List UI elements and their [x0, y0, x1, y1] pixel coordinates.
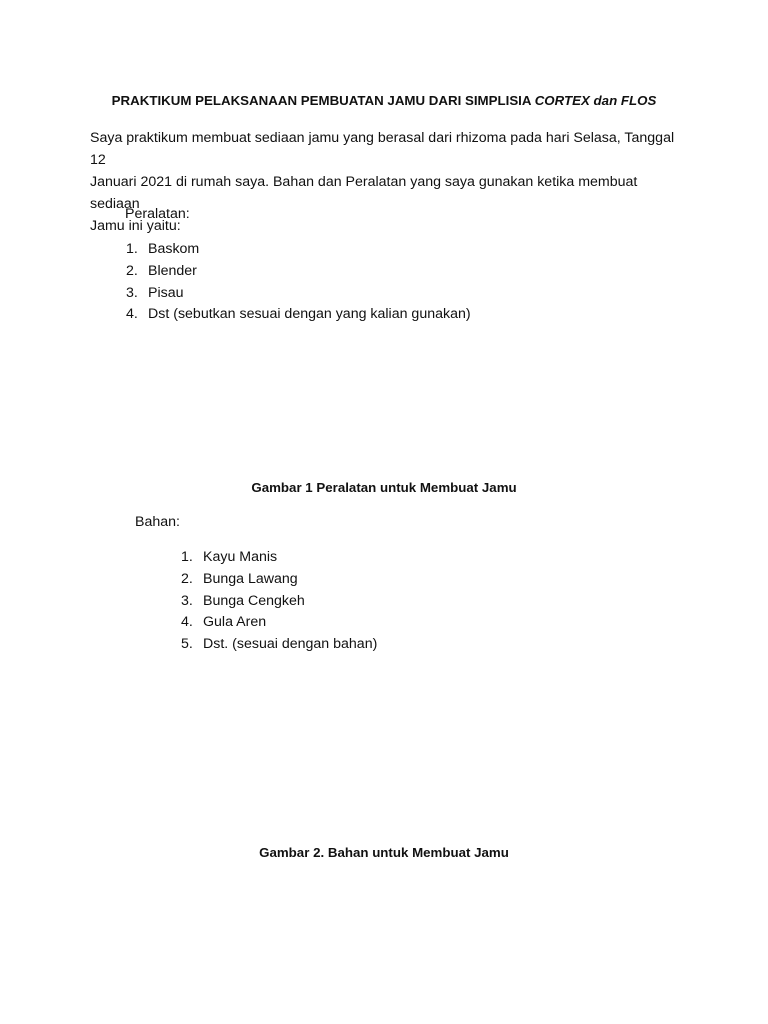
list-text: Blender	[148, 262, 197, 279]
list-number: 2.	[181, 570, 193, 587]
list-item	[181, 612, 377, 634]
list-item	[126, 261, 471, 283]
title-italic: CORTEX dan FLOS	[534, 93, 657, 108]
list-text: Kayu Manis	[203, 549, 278, 565]
list-item	[126, 283, 471, 305]
intro-line-2: Januari 2021 di rumah saya. Bahan dan Peralatan yang saya gunakan ketika membuat sediaan	[90, 174, 638, 212]
list-number: 2.	[126, 262, 138, 279]
list-item	[181, 569, 377, 591]
list-number: 1.	[126, 241, 138, 257]
list-item	[181, 591, 377, 613]
list-number: 1.	[181, 549, 193, 565]
peralatan-list	[126, 239, 471, 326]
intro-line-1: Saya praktikum membuat sediaan jamu yang berasal dari rhizoma pada hari Selasa, Tanggal 12	[90, 130, 675, 168]
document-title	[0, 93, 768, 108]
bahan-label: Bahan:	[135, 514, 180, 530]
title-main: PRAKTIKUM PELAKSANAAN PEMBUATAN JAMU DARI SIMPLISIA	[111, 93, 535, 108]
list-text: Bunga Lawang	[203, 570, 298, 587]
list-item	[181, 547, 377, 569]
intro-line-3: Jamu ini yaitu:	[90, 218, 181, 234]
list-item	[181, 634, 377, 656]
list-number: 3.	[181, 592, 193, 609]
list-number: 4.	[126, 306, 138, 323]
list-item	[126, 239, 471, 261]
figure-caption-2: Gambar 2. Bahan untuk Membuat Jamu	[259, 845, 509, 860]
figure-caption-1: Gambar 1 Peralatan untuk Membuat Jamu	[251, 480, 517, 495]
peralatan-label: Peralatan:	[125, 206, 190, 222]
list-text: Dst (sebutkan sesuai dengan yang kalian gunakan)	[148, 306, 471, 323]
list-text: Pisau	[148, 284, 184, 301]
list-text: Baskom	[148, 241, 200, 257]
bahan-list	[181, 547, 377, 656]
list-item	[126, 304, 471, 326]
list-text: Gula Aren	[203, 614, 267, 631]
list-text: Bunga Cengkeh	[203, 592, 305, 609]
list-number: 5.	[181, 636, 193, 653]
list-text: Dst. (sesuai dengan bahan)	[203, 636, 378, 653]
list-number: 3.	[126, 284, 138, 301]
list-number: 4.	[181, 614, 193, 631]
